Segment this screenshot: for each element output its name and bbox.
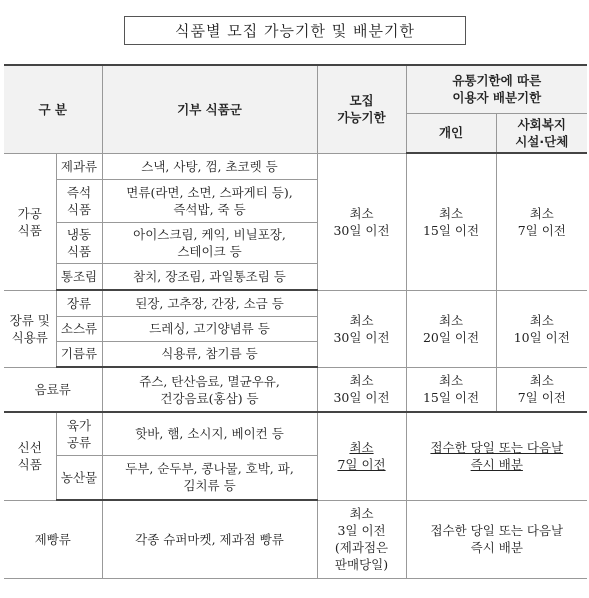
group-label-sauces: 장류 및 식용류 — [4, 290, 56, 367]
group-label-fresh: 신선 식품 — [4, 412, 56, 500]
sub-category: 즉석 식품 — [56, 179, 102, 222]
sub-category: 농산물 — [56, 455, 102, 500]
food-items: 두부, 순두부, 콩나물, 호박, 파, 김치류 등 — [102, 455, 317, 500]
sub-category: 기름류 — [56, 341, 102, 367]
collect-period-beverages: 최소 30일 이전 — [317, 367, 406, 412]
sub-category: 제과류 — [56, 153, 102, 179]
sub-category: 통조림 — [56, 263, 102, 290]
food-items: 참치, 장조림, 과일통조림 등 — [102, 263, 317, 290]
sub-category: 소스류 — [56, 316, 102, 341]
collect-period-fresh — [317, 412, 406, 500]
food-items: 아이스크림, 케익, 비닐포장, 스테이크 등 — [102, 222, 317, 263]
distribution-fresh-text: 접수한 당일 또는 다음날 즉시 배분 — [430, 440, 564, 473]
welfare-period-sauces: 최소 10일 이전 — [496, 290, 587, 367]
food-items: 식용류, 참기름 등 — [102, 341, 317, 367]
collect-period-bakery: 최소 3일 이전 (제과점은 판매당일) — [317, 500, 406, 578]
group-label-beverages: 음료류 — [4, 367, 102, 412]
collect-period-sauces: 최소 30일 이전 — [317, 290, 406, 367]
header-collect-period: 모집 가능기한 — [317, 65, 406, 153]
distribution-fresh — [406, 412, 587, 500]
group-label-bakery: 제빵류 — [4, 500, 102, 578]
group-label-processed: 가공 식품 — [4, 153, 56, 290]
welfare-period-beverages: 최소 7일 이전 — [496, 367, 587, 412]
food-items: 쥬스, 탄산음료, 멸균우유, 건강음료(홍삼) 등 — [102, 367, 317, 412]
food-items: 면류(라면, 소면, 스파게티 등), 즉석밥, 죽 등 — [102, 179, 317, 222]
food-deadline-table — [4, 64, 587, 579]
document-title: 식품별 모집 가능기한 및 배분기한 — [124, 16, 466, 45]
sub-category: 육가 공류 — [56, 412, 102, 455]
header-distribution-group: 유통기한에 따른 이용자 배분기한 — [406, 65, 587, 113]
header-welfare: 사회복지 시설·단체 — [496, 113, 587, 153]
food-items: 드레싱, 고기양념류 등 — [102, 316, 317, 341]
header-category: 구 분 — [4, 65, 102, 153]
header-food-group: 기부 식품군 — [102, 65, 317, 153]
sub-category: 냉동 식품 — [56, 222, 102, 263]
food-items: 된장, 고추장, 간장, 소금 등 — [102, 290, 317, 316]
header-individual: 개인 — [406, 113, 496, 153]
food-items: 각종 슈퍼마켓, 제과점 빵류 — [102, 500, 317, 578]
individual-period-processed: 최소 15일 이전 — [406, 153, 496, 290]
individual-period-sauces: 최소 20일 이전 — [406, 290, 496, 367]
collect-period-fresh-text: 최소 7일 이전 — [337, 440, 386, 473]
sub-category: 장류 — [56, 290, 102, 316]
food-items: 스낵, 사탕, 껌, 초코렛 등 — [102, 153, 317, 179]
welfare-period-processed: 최소 7일 이전 — [496, 153, 587, 290]
individual-period-beverages: 최소 15일 이전 — [406, 367, 496, 412]
distribution-bakery: 접수한 당일 또는 다음날 즉시 배분 — [406, 500, 587, 578]
food-items: 핫바, 햄, 소시지, 베이컨 등 — [102, 412, 317, 455]
collect-period-processed: 최소 30일 이전 — [317, 153, 406, 290]
